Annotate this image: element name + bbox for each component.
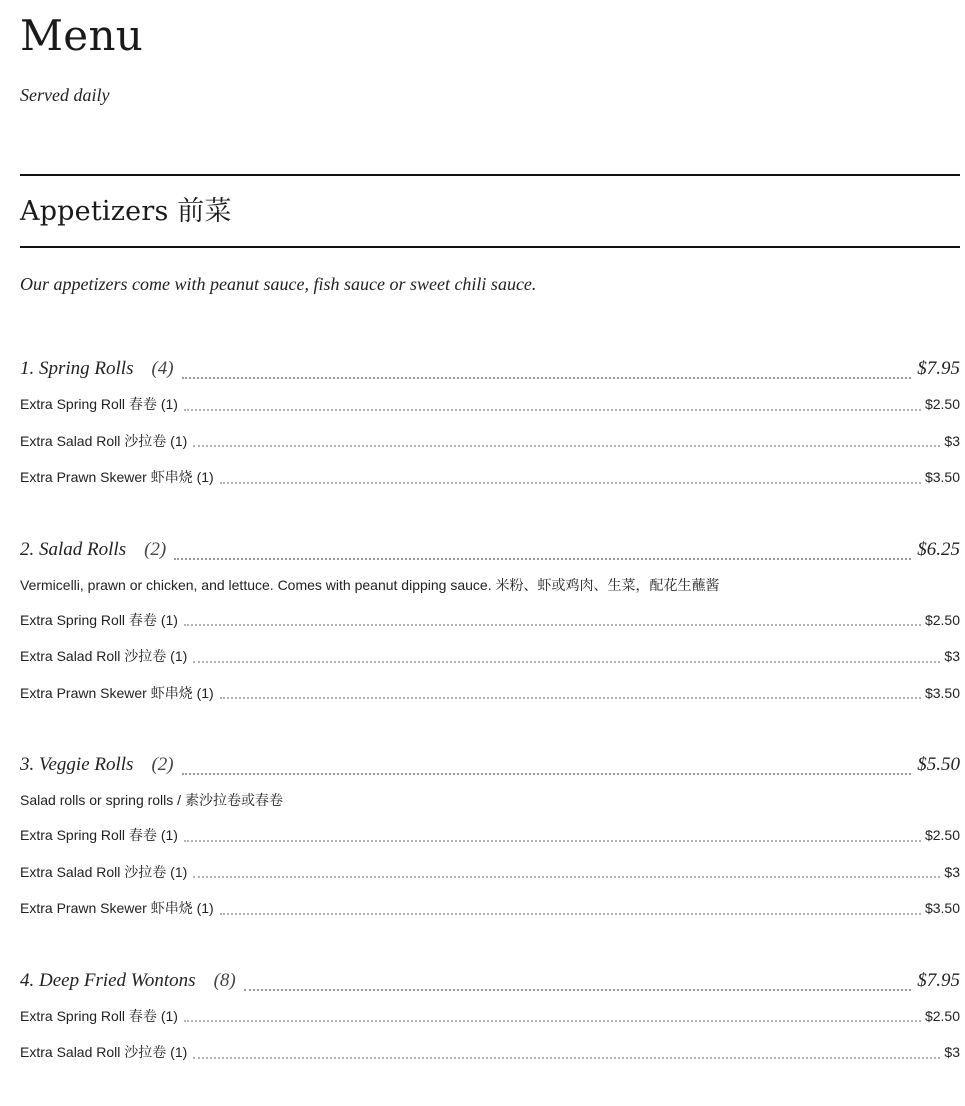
dot-leader: [182, 377, 912, 379]
extra-option-name: Extra Spring Roll 春卷 (1): [20, 1007, 178, 1024]
menu-item: [20, 358, 960, 496]
extra-option-price: $3: [944, 1044, 960, 1060]
dot-leader: [193, 1057, 940, 1059]
dot-leader: [184, 1020, 921, 1022]
menu-item: [20, 970, 960, 1071]
extra-option-name: Extra Prawn Skewer 虾串烧 (1): [20, 900, 214, 916]
item-quantity: (2): [151, 754, 174, 775]
menu-item-row: [20, 539, 960, 567]
item-name: 3. Veggie Rolls: [20, 754, 134, 775]
dot-leader: [174, 558, 911, 560]
extra-option-row: [20, 998, 960, 1035]
extra-option-row: [20, 890, 960, 927]
extra-option-name: Extra Spring Roll 春卷 (1): [20, 396, 178, 412]
dot-leader: [184, 624, 921, 626]
item-price: $7.95: [917, 358, 960, 379]
item-name: 1. Spring Rolls: [20, 358, 134, 379]
extra-option-price: $2.50: [924, 611, 960, 628]
extra-option-price: $3.50: [924, 684, 960, 701]
item-quantity: (4): [151, 358, 174, 379]
menu-item-list: [20, 358, 960, 1071]
item-description: Vermicelli, prawn or chicken, and lettuce. Comes with peanut dipping sauce. 米粉、虾或鸡肉、生菜，配花生蘸酱: [20, 576, 720, 593]
item-price: $6.25: [917, 538, 960, 560]
extra-option-name: Extra Salad Roll 沙拉卷 (1): [20, 1044, 188, 1060]
extra-option-price: $3.50: [924, 469, 960, 485]
dot-leader: [193, 445, 940, 447]
section-divider-bottom: [20, 246, 960, 248]
menu-item: [20, 754, 960, 927]
extra-option-price: $2.50: [924, 1007, 960, 1024]
section-title: Appetizers 前菜: [20, 196, 232, 227]
item-price: $7.95: [917, 969, 960, 991]
extra-option-name: Extra Prawn Skewer 虾串烧 (1): [20, 469, 214, 485]
extra-option-row: [20, 459, 960, 496]
item-price: $5.50: [917, 754, 960, 775]
dot-leader: [193, 876, 940, 878]
menu-item-row: [20, 358, 960, 386]
extra-option-price: $3: [944, 648, 960, 664]
extra-option-price: $2.50: [924, 827, 960, 843]
item-name: 4. Deep Fried Wontons: [20, 969, 196, 991]
extra-option-row: [20, 423, 960, 460]
extra-option-name: Extra Salad Roll 沙拉卷 (1): [20, 432, 188, 449]
extra-option-name: Extra Spring Roll 春卷 (1): [20, 827, 178, 843]
extra-option-name: Extra Salad Roll 沙拉卷 (1): [20, 863, 188, 880]
extra-option-row: [20, 1034, 960, 1071]
dot-leader: [244, 989, 912, 991]
dot-leader: [220, 482, 921, 484]
page-subtitle: Served daily: [20, 85, 110, 105]
extra-option-price: $2.50: [924, 396, 960, 412]
item-name: 2. Salad Rolls: [20, 538, 127, 560]
extra-option-row: [20, 638, 960, 675]
page-title: Menu: [20, 11, 144, 60]
dot-leader: [220, 697, 921, 699]
extra-option-row: [20, 602, 960, 639]
dot-leader: [184, 409, 921, 411]
extra-option-row: [20, 675, 960, 712]
dot-leader: [193, 661, 940, 663]
item-description: Salad rolls or spring rolls / 素沙拉卷或春卷: [20, 792, 283, 808]
extra-option-name: Extra Salad Roll 沙拉卷 (1): [20, 648, 188, 664]
extra-option-price: $3.50: [924, 900, 960, 916]
item-quantity: (2): [144, 538, 167, 560]
menu-item: [20, 539, 960, 712]
extra-option-price: $3: [944, 863, 960, 880]
menu-item-row: [20, 970, 960, 998]
extra-option-name: Extra Prawn Skewer 虾串烧 (1): [20, 684, 214, 701]
dot-leader: [184, 840, 921, 842]
item-quantity: (8): [213, 969, 236, 991]
extra-option-row: [20, 817, 960, 854]
extra-option-row: [20, 854, 960, 891]
extra-option-row: [20, 386, 960, 423]
extra-option-name: Extra Spring Roll 春卷 (1): [20, 611, 178, 628]
section-description: Our appetizers come with peanut sauce, fish sauce or sweet chili sauce.: [20, 274, 537, 294]
extra-option-price: $3: [944, 432, 960, 449]
dot-leader: [220, 913, 921, 915]
dot-leader: [182, 773, 912, 775]
menu-item-row: [20, 754, 960, 782]
